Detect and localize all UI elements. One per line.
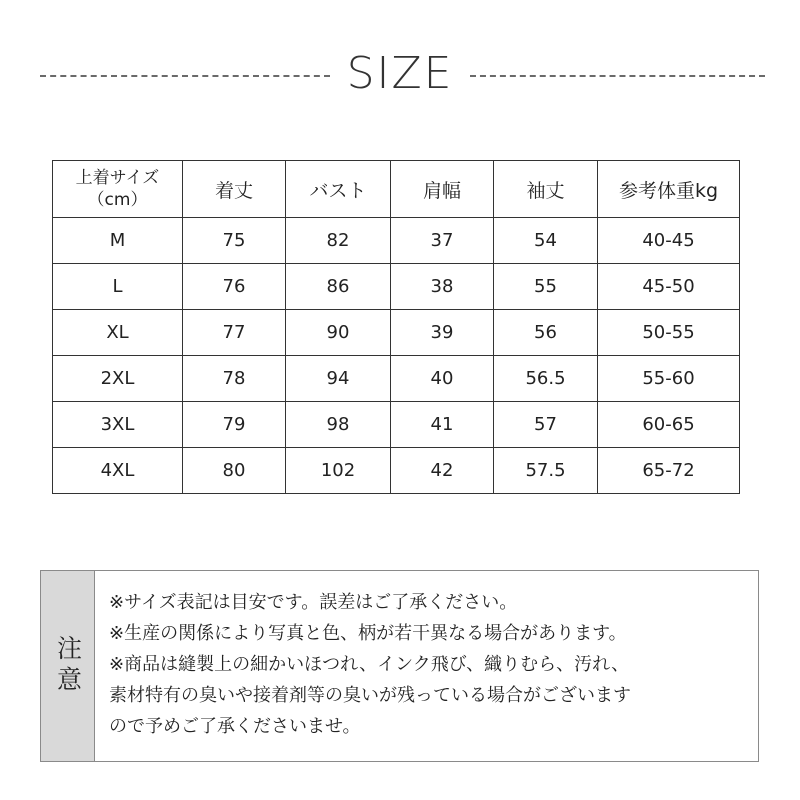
header-shoulder: 肩幅 xyxy=(391,161,494,218)
cell-weight: 55-60 xyxy=(598,356,740,402)
notice-label-panel xyxy=(41,571,95,761)
cell-weight: 45-50 xyxy=(598,264,740,310)
cell-length: 78 xyxy=(183,356,286,402)
cell-sleeve: 54 xyxy=(494,218,598,264)
table-row xyxy=(53,218,740,264)
cell-shoulder: 41 xyxy=(391,402,494,448)
notice-label: 注意 xyxy=(53,635,83,697)
cell-shoulder: 37 xyxy=(391,218,494,264)
notice-line: ※生産の関係により写真と色、柄が若干異なる場合があります。 xyxy=(109,623,627,644)
cell-sleeve: 57.5 xyxy=(494,448,598,494)
size-table-header-row xyxy=(53,161,740,218)
header-weight: 参考体重kg xyxy=(598,161,740,218)
cell-bust: 86 xyxy=(286,264,391,310)
cell-length: 79 xyxy=(183,402,286,448)
cell-size: XL xyxy=(53,310,183,356)
table-row xyxy=(53,310,740,356)
notice-line: ※サイズ表記は目安です。誤差はご了承ください。 xyxy=(109,592,518,613)
cell-weight: 65-72 xyxy=(598,448,740,494)
page-title: SIZE xyxy=(346,48,454,99)
cell-length: 76 xyxy=(183,264,286,310)
cell-shoulder: 42 xyxy=(391,448,494,494)
notice-line: ので予めご了承くださいませ。 xyxy=(109,716,361,737)
notice-line: 素材特有の臭いや接着剤等の臭いが残っている場合がございます xyxy=(109,685,631,706)
cell-sleeve: 57 xyxy=(494,402,598,448)
cell-shoulder: 39 xyxy=(391,310,494,356)
cell-size: M xyxy=(53,218,183,264)
table-row xyxy=(53,264,740,310)
notice-line: ※商品は縫製上の細かいほつれ、インク飛び、織りむら、汚れ、 xyxy=(109,654,630,675)
cell-size: 3XL xyxy=(53,402,183,448)
cell-shoulder: 40 xyxy=(391,356,494,402)
header-length: 着丈 xyxy=(183,161,286,218)
cell-weight: 60-65 xyxy=(598,402,740,448)
cell-weight: 40-45 xyxy=(598,218,740,264)
size-table xyxy=(52,160,740,494)
cell-length: 80 xyxy=(183,448,286,494)
table-row xyxy=(53,448,740,494)
table-row xyxy=(53,356,740,402)
cell-shoulder: 38 xyxy=(391,264,494,310)
cell-size: L xyxy=(53,264,183,310)
table-row xyxy=(53,402,740,448)
cell-bust: 90 xyxy=(286,310,391,356)
cell-bust: 102 xyxy=(286,448,391,494)
header-bust: バスト xyxy=(286,161,391,218)
cell-bust: 82 xyxy=(286,218,391,264)
cell-length: 75 xyxy=(183,218,286,264)
title-row xyxy=(0,40,800,110)
cell-bust: 98 xyxy=(286,402,391,448)
header-size-line1: 上着サイズ xyxy=(75,168,160,188)
cell-weight: 50-55 xyxy=(598,310,740,356)
header-size xyxy=(53,161,183,218)
cell-size: 4XL xyxy=(53,448,183,494)
header-size-line2: （cm） xyxy=(87,190,148,210)
notice-box xyxy=(40,570,759,762)
title-dashed-rule-left xyxy=(40,75,330,77)
cell-size: 2XL xyxy=(53,356,183,402)
cell-bust: 94 xyxy=(286,356,391,402)
notice-text xyxy=(109,587,750,742)
cell-sleeve: 56 xyxy=(494,310,598,356)
cell-sleeve: 55 xyxy=(494,264,598,310)
header-sleeve: 袖丈 xyxy=(494,161,598,218)
cell-sleeve: 56.5 xyxy=(494,356,598,402)
title-dashed-rule-right xyxy=(470,75,765,77)
cell-length: 77 xyxy=(183,310,286,356)
